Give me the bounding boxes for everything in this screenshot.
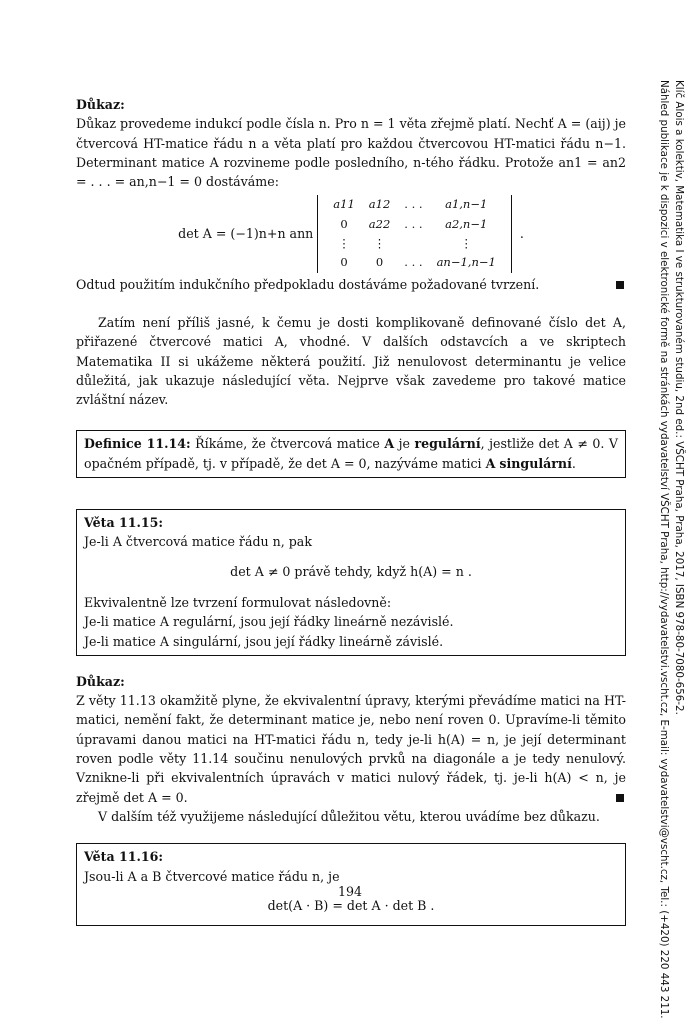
matrix-cell: a22 bbox=[368, 216, 391, 231]
matrix-cell: . . . bbox=[404, 216, 423, 231]
paragraph-determinant-usage: Zatím není příliš jasné, k čemu je dosti komplikovaně definované číslo det A, přiřazené čtvercové matici A, vhodné. V dalších odstavcích a ve skriptech Matematika II si ukážeme některá použití. Již nenulovost determinantu je velice důležitá, jak ukazuje následující věta. Nejprve však zavedeme pro takové matice zvláštní název. bbox=[76, 314, 626, 408]
matrix-cell: 0 bbox=[340, 255, 348, 270]
determinant-matrix bbox=[317, 195, 512, 272]
theorem-singular-statement: Je-li matice A singulární, jsou její řádky lineárně závislé. bbox=[84, 633, 444, 649]
theorem-regular-statement: Je-li matice A regulární, jsou její řádky lineárně nezávislé. bbox=[84, 614, 454, 630]
equation-end: . bbox=[519, 226, 524, 242]
matrix-cell: 0 bbox=[340, 216, 348, 231]
matrix-cell bbox=[397, 234, 429, 253]
matrix-cell: ⋮ bbox=[373, 236, 386, 251]
matrix-cell: ⋮ bbox=[338, 236, 350, 251]
definition-text: . bbox=[571, 455, 576, 471]
matrix-cell: a12 bbox=[368, 197, 391, 212]
matrix-cell: a11 bbox=[333, 197, 355, 212]
definition-box bbox=[76, 430, 626, 478]
matrix-row bbox=[326, 195, 503, 214]
matrix-cell: . . . bbox=[404, 197, 423, 212]
matrix-cell: an−1,n−1 bbox=[436, 255, 496, 270]
matrix-row bbox=[326, 234, 503, 253]
definition-text: Říkáme, že čtvercová matice bbox=[190, 436, 385, 452]
definition-matrix-symbol: A bbox=[485, 455, 496, 471]
theorem-statement: Jsou-li A a B čtvercové matice řádu n, je bbox=[84, 868, 340, 884]
definition-matrix-symbol: A bbox=[384, 436, 395, 452]
side-publication-note bbox=[657, 80, 686, 1019]
proof-text: Z věty 11.13 okamžitě plyne, že ekvivalentní úpravy, kterými převádíme matici na HT-matici, nemění fakt, že determinant matice je, nebo není roven 0. Upravíme-li těmito úpravami danou matici na HT-matici řádu n, tedy je-li h(A) = n, je její determinant roven podle věty 11.14 součinu nenulových prvků na diagonále a je tedy nenulový. Vznikne-li při ekvivalentních úpravách v matici nulový řádek, tj. je-li h(A) < n, je zřejmě det A = 0. bbox=[76, 691, 626, 807]
theorem-statement: Je-li A čtvercová matice řádu n, pak bbox=[84, 534, 312, 550]
definition-term-regular: regulární bbox=[414, 436, 481, 452]
theorem-equivalent-intro: Ekvivalentně lze tvrzení formulovat následovně: bbox=[84, 594, 392, 610]
proof-heading: Důkaz: bbox=[76, 673, 125, 689]
proof-heading: Důkaz: bbox=[76, 97, 125, 112]
equation-lhs: det A = (−1)n+n ann bbox=[178, 226, 314, 242]
matrix-cell: . . . bbox=[404, 255, 423, 270]
matrix-cell: 0 bbox=[375, 255, 384, 270]
theorem-formula: det A ≠ 0 právě tehdy, když h(A) = n . bbox=[230, 563, 472, 579]
side-note-line-2: Náhled publikace je k dispozici v elektronické formě na stránkách vydavatelství VŠCHT Praha, http://vydavatelstvi.vscht.cz, E-mail: vydavatelstvi@vscht.cz, Tel.: (+420) 220 443 211. bbox=[658, 80, 671, 1019]
theorem-box-11-15 bbox=[76, 509, 626, 656]
page-number: 194 bbox=[337, 884, 363, 899]
definition-text: , jestliže det A ≠ 0. V opačném případě, tj. v případě, že det A = 0, nazýváme matici bbox=[84, 436, 618, 471]
matrix-cell: ⋮ bbox=[460, 236, 472, 251]
definition-label: Definice 11.14: bbox=[84, 436, 191, 452]
paragraph-next-theorem: V dalším též využijeme následující důležitou větu, kterou uvádíme bez důkazu. bbox=[98, 808, 600, 824]
definition-text: je bbox=[394, 436, 415, 452]
matrix-cell: a1,n−1 bbox=[445, 197, 488, 212]
theorem-formula: det(A · B) = det A · det B . bbox=[267, 897, 435, 913]
matrix-row bbox=[326, 215, 503, 234]
determinant-equation bbox=[76, 195, 626, 272]
proof-conclusion: Odtud použitím indukčního předpokladu dostáváme požadované tvrzení. bbox=[76, 275, 626, 294]
theorem-title: Věta 11.16: bbox=[84, 849, 164, 865]
definition-term-singular: singulární bbox=[499, 455, 572, 471]
proof-text: Důkaz provedeme indukcí podle čísla n. Pro n = 1 věta zřejmě platí. Nechť A = (aij) je čtvercová HT-matice řádu n a věta platí pro každou čtvercovou HT-matici řádu n−1. Determinant matice A rozvineme podle posledního, n-tého řádku. Protože an1 = an2 = . . . = an,n−1 = 0 dostáváme: bbox=[76, 116, 626, 190]
matrix-row bbox=[326, 253, 503, 272]
side-note-line-1: Klíč Alois a kolektiv, Matematika I ve strukturovaném studiu, 2nd ed.: VŠCHT Praha, Praha, 2017, ISBN 978-80-7080-656-2. bbox=[673, 80, 685, 715]
page-content bbox=[76, 95, 626, 926]
theorem-title: Věta 11.15: bbox=[84, 515, 164, 531]
matrix-cell: a2,n−1 bbox=[445, 216, 488, 231]
